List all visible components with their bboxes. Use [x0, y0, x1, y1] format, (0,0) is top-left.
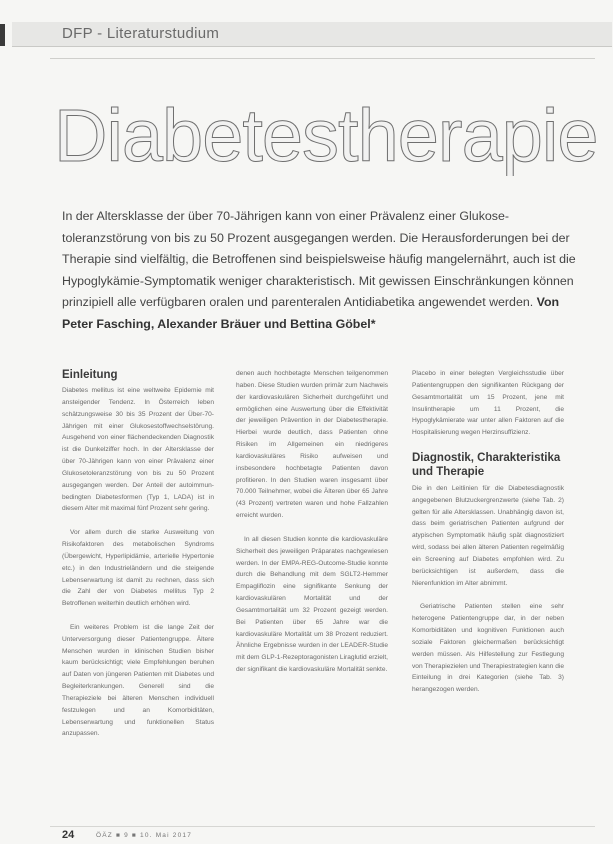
article-title: Diabetestherapie: [54, 96, 598, 176]
page-number: 24: [62, 829, 75, 841]
paragraph: Ein weiteres Problem ist die lange Zeit der Unterversorgung dieser Patientengruppe. Ältere Menschen wurden in klinischen Studien bisher kaum berücksichtigt; viele Empfehlungen beruhen auf Daten von jüngeren Patienten mit Diabetes und Begleiterkrankungen. Generell sind die Therapieziele bei älteren Menschen individuell festzulegen und an Komorbiditäten, Lebenserwartung und funktionellen Status anzupassen.: [62, 623, 214, 738]
publication-source: ÖÄZ ■ 9 ■ 10. Mai 2017: [96, 832, 193, 839]
page-edge-mark: [0, 24, 5, 46]
footer-divider: [50, 826, 595, 827]
text-column-2: [236, 368, 388, 688]
lead-text: In der Altersklasse der über 70-Jährigen kann von einer Prävalenz einer Glukose-toleranzstörung von bis zu 50 Prozent ausgegangen werden. Die Herausforderungen bei der Therapie sind vielfältig, die Betroffenen sind beispielsweise häufig mangelernährt, auch ist die Hypoglykämie-Symptomatik weniger charakteristisch. Mit gewissen Einschränkungen können prinzipiell alle verfügbaren oralen und parenteralen Antidiabetika angewendet werden.: [62, 209, 576, 309]
heading-einleitung: Einleitung: [62, 369, 118, 381]
paragraph: Vor allem durch die starke Ausweitung von Risikofaktoren des metabolischen Syndroms (Übergewicht, Hyperlipidämie, arterielle Hypertonie etc.) in den Industrieländern und die steigende Lebenserwartung ist damit zu rechnen, dass sich die Zahl der von Diabetes mellitus Typ 2 Betroffenen weiterhin deutlich erhöhen wird.: [62, 529, 214, 608]
paragraph: In all diesen Studien konnte die kardiovaskuläre Sicherheit des jeweiligen Präparates nachgewiesen werden. In der EMPA-REG-Outcome-Studie konnte durch die Behandlung mit dem SGLT2-Hemmer Empagliflozin eine signifikante Senkung der kardiovaskulären Mortalität und der Gesamtmortalität um 32 Prozent gezeigt werden. Bei Patienten über 65 Jahre war die kardiovaskuläre Mortalität um 38 Prozent reduziert. Ähnliche Ergebnisse wurden in der LEADER-Studie mit dem GLP-1-Rezeptoragonisten Liraglutid erzielt, der signifikant die kardiovaskuläre Mortalität senkte.: [236, 535, 388, 674]
text-column-1: [62, 368, 214, 752]
paragraph: Diabetes mellitus ist eine weltweite Epidemie mit ansteigender Tendenz. In Österreich leben schätzungsweise 30 bis 35 Prozent der Über-70-Jährigen mit einer Glukosestoffwechselstörung. Ausgehend von einer flächendeckenden Diagnostik ist die Dunkelziffer hoch. In der Altersklasse der über 70-Jährigen kann von einer Prävalenz einer Glukosetoleranzstörung von bis zu 50 Prozent ausgegangen werden. Der Anteil der autoimmun-bedingten Diabetesformen (Typ 1, LADA) ist in diesem Alter mit maximal fünf Prozent sehr gering.: [62, 387, 214, 513]
paragraph: Placebo in einer belegten Vergleichsstudie über Patientengruppen den signifikanten Rückgang der Gesamtmortalität um 15 Prozent, jene mit Insulintherapie um 11 Prozent, die Hypoglykämierate war unter allen Faktoren auf die Hospitalisierung wegen Herzinsuffizienz.: [412, 370, 564, 437]
section-label: DFP - Literaturstudium: [62, 25, 220, 42]
article-lead: [62, 206, 586, 335]
paragraph: Geriatrische Patienten stellen eine sehr heterogene Patientengruppe dar, in der neben Komorbiditäten und kognitiven Funktionen auch soziale Faktoren gleichermaßen berücksichtigt werden müssen. Als Hilfestellung zur Festlegung von Therapiezielen und Therapiestrategien kann die Einteilung in drei Kategorien (siehe Tab. 3) herangezogen werden.: [412, 603, 564, 694]
article-authors: Von Peter Fasching, Alexander Bräuer und Bettina Göbel*: [62, 295, 560, 331]
section-header-bar: [12, 22, 612, 47]
paragraph: denen auch hochbetagte Menschen teilgenommen haben. Diese Studien wurden primär zum Nachweis der kardiovaskulären Sicherheit durchgeführt und ermöglichen eine Auswertung über die Effektivität der jeweiligen Prävention in der Diabetestherapie. Hierbei wurde deutlich, dass Patienten ohne Risiken im Allgemeinen ein niedrigeres kardiovaskuläres Risiko aufweisen und insbesondere hochbetagte Patienten davon profitieren. In den Studien waren insgesamt über 70.000 Teilnehmer, wobei die Älteren über 65 Jahre (43 Prozent) vertreten waren und hohe Fallzahlen erreicht wurden.: [236, 370, 388, 520]
paragraph: Die in den Leitlinien für die Diabetesdiagnostik angegebenen Blutzuckergrenzwerte (siehe Tab. 2) gelten für alle Altersklassen. Unabhängig davon ist, dass beim geriatrischen Patienten aufgrund der atypischen Symptomatik häufig spät diagnostiziert wird, sodass bei allen älteren Patienten regelmäßig ein Screening auf Diabetes empfohlen wird. Zu berücksichtigen ist außerdem, dass die Nierenfunktion im Alter abnimmt.: [412, 484, 564, 587]
header-divider: [50, 58, 595, 59]
text-column-3: [412, 368, 564, 708]
heading-diagnostik: Diagnostik, Charakteristika und Therapie: [412, 451, 561, 478]
